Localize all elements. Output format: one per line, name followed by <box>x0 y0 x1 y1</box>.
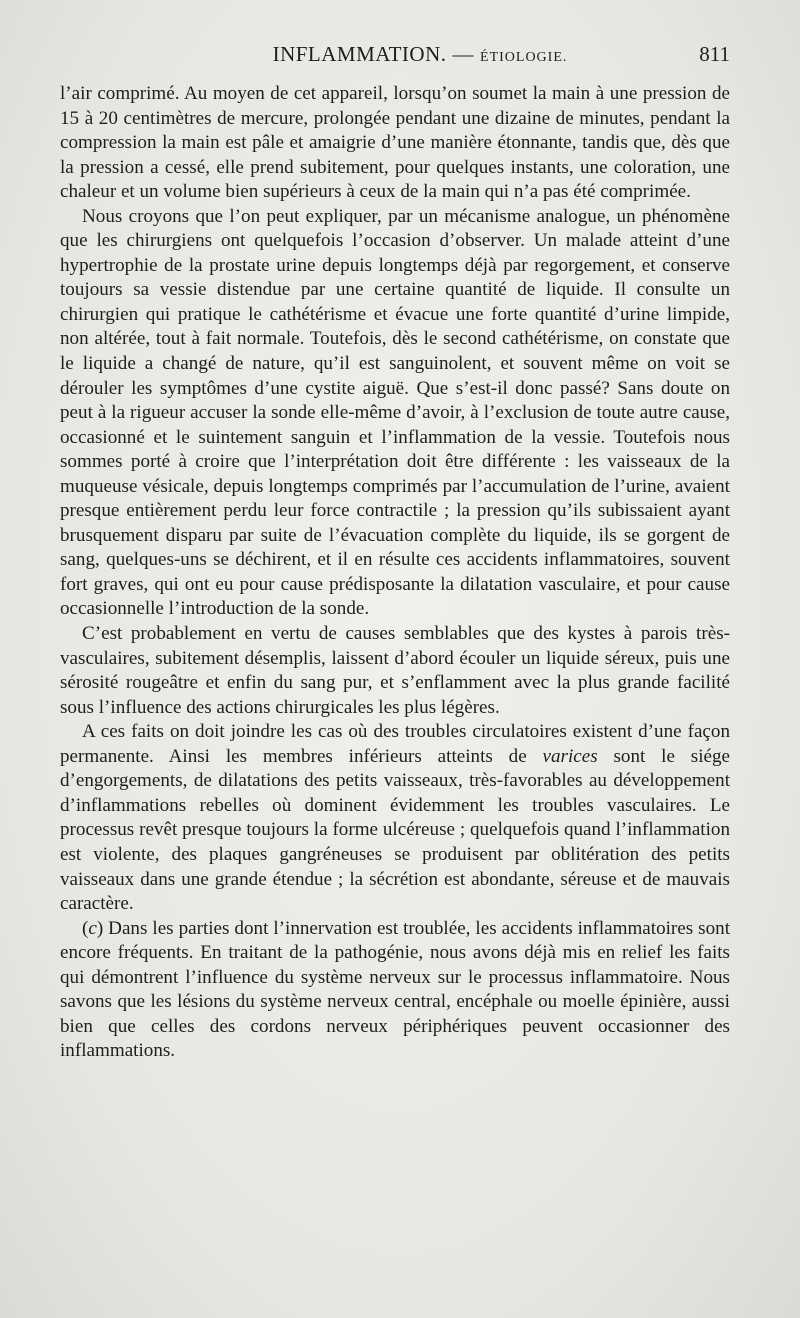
running-head-dash: — <box>452 42 475 66</box>
paragraph-text: ( <box>82 917 89 939</box>
paragraph <box>60 622 730 720</box>
page-number: 811 <box>699 42 730 66</box>
running-head-title: INFLAMMATION. <box>272 42 447 66</box>
paragraph-text: ) Dans les parties dont l’innervation est troublée, les accidents inflammatoires sont encore fréquents. En traitant de la pathogénie, nous avons déjà mis en relief les faits qui démontrent l’influence du système nerveux sur le processus inflammatoire. Nous savons que les lésions du système nerveux central, encéphale ou moelle épinière, aussi bien que celles des cordons nerveux périphériques peuvent occasionner des inflammations. <box>60 917 730 1062</box>
paragraph <box>60 205 730 622</box>
running-head <box>60 42 730 82</box>
paragraph <box>60 917 730 1064</box>
running-head-center <box>60 42 690 67</box>
paragraph-text: sont le siége d’engorgements, de dilatations des petits vaisseaux, très-favorables au développement d’inflammations rebelles où dominent évidemment les troubles vasculaires. Le processus revêt presque toujours la forme ulcéreuse ; quelquefois quand l’inflammation est violente, des plaques gangréneuses se produisent par oblitération des petits vaisseaux dans une grande étendue ; la sécrétion est abondante, séreuse et de mauvais caractère. <box>60 745 730 915</box>
italic-text: varices <box>542 745 598 767</box>
paragraph-text: l’air comprimé. Au moyen de cet appareil, lorsqu’on soumet la main à une pression de 15 à 20 centimètres de mercure, prolongée pendant une dizaine de minutes, pendant la compression la main est pâle et amaigrie d’une manière étonnante, tandis que, dès que la pression a cessé, elle prend subitement, pour quelques instants, une coloration, une chaleur et un volume bien supérieurs à ceux de la main qui n’a pas été comprimée. <box>60 83 730 203</box>
paragraph-text: Nous croyons que l’on peut expliquer, par un mécanisme analogue, un phénomène que les chirurgiens ont quelquefois l’occasion d’observer. Un malade atteint d’une hypertrophie de la prostate urine depuis longtemps déjà par regorgement, et conserve toujours sa vessie distendue par une certaine quantité de liquide. Il consulte un chirurgien qui pratique le cathétérisme et évacue une forte quantité d’urine limpide, non altérée, tout à fait normale. Toutefois, dès le second cathétérisme, on constate que le liquide a changé de nature, qu’il est sanguinolent, et souvent même on voit se dérouler les symptômes d’une cystite aiguë. Que s’est-il donc passé? Sans doute on peut à la rigueur accuser la sonde elle-même d’avoir, à l’exclusion de toute autre cause, occasionné et le suintement sanguin et l’inflammation de la vessie. Toutefois nous sommes porté à croire que l’interprétation doit être différente : les vaisseaux de la muqueuse vésicale, depuis longtemps comprimés par l’accumulation de l’urine, avaient presque entièrement perdu leur force contractile ; la pression qu’ils subissaient ayant brusquement disparu par suite de l’évacuation complète du liquide, ils se gorgent de sang, quelques-uns se déchirent, et il en résulte ces accidents inflammatoires, souvent fort graves, qui ont eu pour cause prédisposante la dilatation vasculaire, et pour cause occasionnelle l’introduction de la sonde. <box>60 205 730 620</box>
paragraph <box>60 720 730 916</box>
paragraph-text: A ces faits on doit joindre les cas où des troubles circulatoires existent d’une façon permanente. Ainsi les membres inférieurs atteints de <box>60 721 730 767</box>
running-head-section: ÉTIOLOGIE. <box>480 50 568 65</box>
paragraph <box>60 82 730 205</box>
italic-text: c <box>88 917 97 939</box>
body-text <box>60 82 730 1064</box>
paragraph-text: C’est probablement en vertu de causes semblables que des kystes à parois très-vasculaires, subitement désemplis, laissent d’abord écouler un liquide séreux, puis une sérosité rougeâtre et enfin du sang pur, et s’enflamment avec la plus grande facilité sous l’influence des actions chirurgicales les plus légères. <box>60 623 730 718</box>
